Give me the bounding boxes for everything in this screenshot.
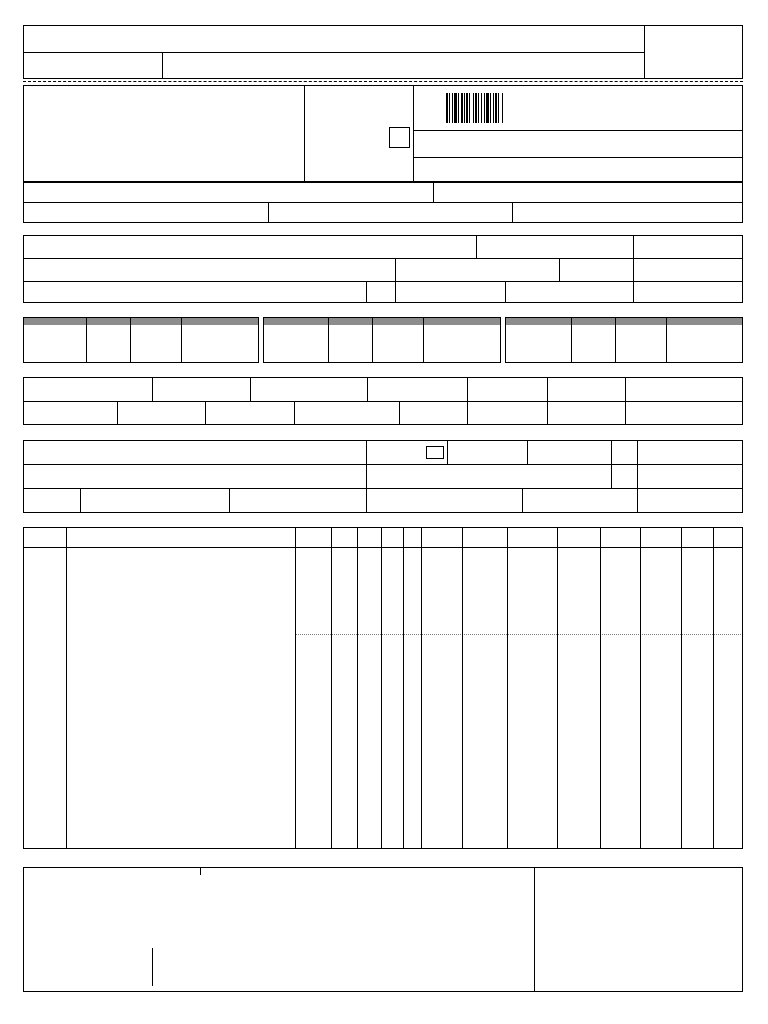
- recipient-hline-2: [23, 281, 743, 282]
- header-vline-1: [304, 85, 305, 182]
- inst-1-v2: [130, 317, 131, 363]
- inst-3-v2: [615, 317, 616, 363]
- nature-operation-row: [23, 182, 743, 203]
- tax-r2-v4: [399, 401, 400, 425]
- receipt-stub-vline: [162, 52, 163, 79]
- products-column-divider: [557, 527, 558, 849]
- carrier-r1-v5: [637, 440, 638, 513]
- additional-data-short-vline: [152, 948, 153, 986]
- barcode-icon: [446, 93, 505, 123]
- inst-2-v1: [328, 317, 329, 363]
- carrier-r3-v3: [522, 488, 523, 513]
- inst-3-v3: [666, 317, 667, 363]
- receipt-stub-hline: [23, 52, 645, 53]
- carrier-r1-v2: [447, 440, 448, 464]
- tax-r1-v3: [367, 377, 368, 401]
- inst-3-v1: [571, 317, 572, 363]
- tax-r2-v3: [294, 401, 295, 425]
- state-registration-vline-2: [512, 202, 513, 223]
- tax-r1-v6: [625, 377, 626, 425]
- cut-line: [23, 81, 743, 82]
- products-column-divider: [403, 527, 404, 849]
- additional-data-block: [23, 867, 743, 992]
- products-table: [23, 527, 743, 849]
- carrier-block: [23, 440, 743, 513]
- tax-r2-v2: [205, 401, 206, 425]
- products-column-divider: [681, 527, 682, 849]
- header-vline-2: [413, 85, 414, 182]
- tax-hline: [23, 401, 743, 402]
- entry-exit-checkbox[interactable]: [389, 127, 410, 148]
- recipient-r2-v1: [395, 258, 396, 303]
- products-column-divider: [640, 527, 641, 849]
- products-midline: [295, 634, 743, 635]
- inst-2-v2: [372, 317, 373, 363]
- additional-data-vline: [534, 867, 535, 992]
- products-column-divider: [66, 527, 67, 849]
- installments-group-2-header: [264, 318, 500, 325]
- products-header-line: [23, 547, 743, 548]
- products-column-divider: [462, 527, 463, 849]
- state-registration-vline-1: [268, 202, 269, 223]
- recipient-r2-v2: [559, 258, 560, 281]
- recipient-hline-1: [23, 258, 743, 259]
- products-column-divider: [357, 527, 358, 849]
- tax-r1-v4: [467, 377, 468, 425]
- tax-r1-v1: [152, 377, 153, 401]
- header-block: [23, 85, 743, 182]
- recipient-r1-v1: [476, 235, 477, 258]
- products-column-divider: [421, 527, 422, 849]
- products-column-divider: [295, 527, 296, 849]
- recipient-r3-v2: [505, 281, 506, 303]
- tax-r1-v2: [250, 377, 251, 401]
- products-column-divider: [600, 527, 601, 849]
- tax-r2-v1: [117, 401, 118, 425]
- freight-checkbox[interactable]: [426, 446, 444, 459]
- recipient-r3-v1: [366, 281, 367, 303]
- products-column-divider: [507, 527, 508, 849]
- receipt-stub-right-divider: [644, 25, 645, 79]
- installments-group-1-header: [24, 318, 258, 325]
- state-registration-row: [23, 202, 743, 223]
- carrier-r1-v4: [611, 440, 612, 488]
- carrier-r1-v3: [527, 440, 528, 464]
- carrier-r3-v2: [229, 488, 230, 513]
- installments-group-3-header: [506, 318, 742, 325]
- carrier-hline-2: [23, 488, 743, 489]
- additional-data-tick: [200, 867, 201, 875]
- recipient-block: [23, 235, 743, 303]
- tax-r1-v5: [547, 377, 548, 425]
- inst-1-v3: [181, 317, 182, 363]
- products-column-divider: [381, 527, 382, 849]
- carrier-r1-v1: [366, 440, 367, 513]
- products-column-divider: [331, 527, 332, 849]
- carrier-hline-1: [23, 464, 743, 465]
- inst-2-v3: [423, 317, 424, 363]
- header-hline-key-2: [413, 157, 743, 158]
- inst-1-v1: [86, 317, 87, 363]
- products-column-divider: [713, 527, 714, 849]
- carrier-r3-v1: [80, 488, 81, 513]
- recipient-r1-v2: [633, 235, 634, 303]
- nature-operation-vline: [433, 182, 434, 203]
- header-hline-key: [413, 130, 743, 131]
